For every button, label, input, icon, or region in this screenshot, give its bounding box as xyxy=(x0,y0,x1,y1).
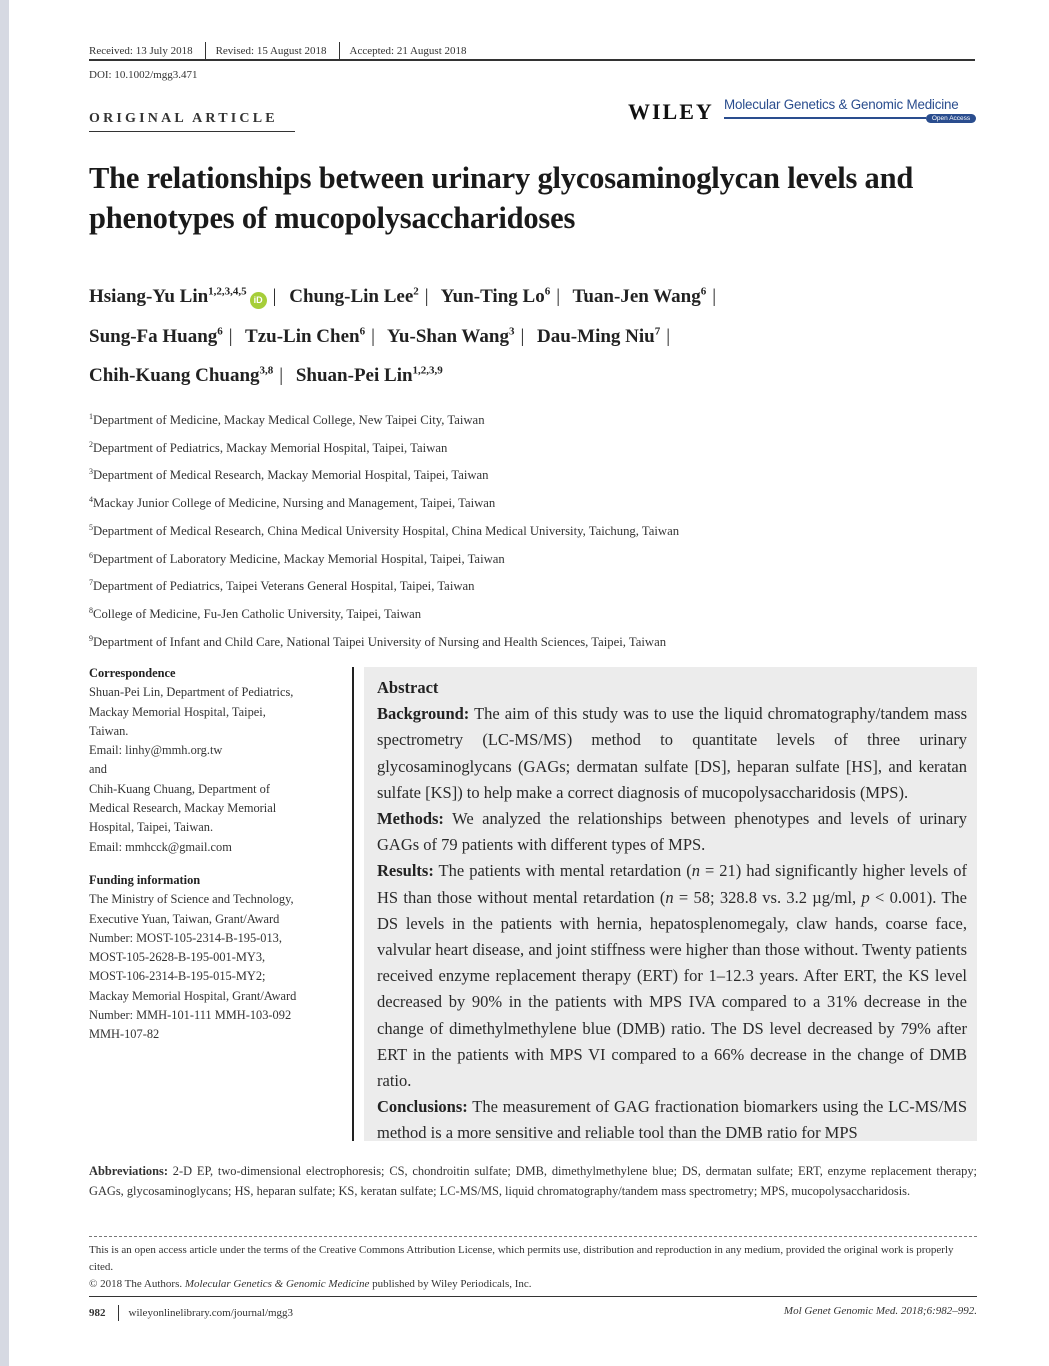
revised-date: Revised: 15 August 2018 xyxy=(215,45,327,57)
funding-line: Executive Yuan, Taiwan, Grant/Award xyxy=(89,911,280,926)
abstract-methods: Methods: We analyzed the relationships between phenotypes and levels of urinary GAGs of 79 patients with different types of MPS. xyxy=(377,809,967,855)
email-link[interactable]: Email: mmhcck@gmail.com xyxy=(89,839,232,854)
author[interactable]: Chung-Lin Lee$^2$ xyxy=(289,286,419,308)
divider xyxy=(118,1305,119,1321)
funding-line: MMH-107-82 xyxy=(89,1027,160,1042)
journal-underline xyxy=(724,117,926,119)
page-number: 982 xyxy=(89,1307,106,1319)
funding-line: Number: MMH-101-111 MMH-103-092 xyxy=(89,1008,292,1023)
author[interactable]: Yu-Shan Wang$^3$ xyxy=(386,325,515,347)
journal-url[interactable]: wileyonlinelibrary.com/journal/mgg3 xyxy=(128,1307,294,1319)
author[interactable]: Yun-Ting Lo$^6$ xyxy=(440,286,551,308)
correspondence-line: and xyxy=(89,762,107,777)
article-dates xyxy=(89,42,467,60)
license-divider xyxy=(89,1236,977,1237)
viewer-edge xyxy=(0,0,9,1366)
sidebar-info xyxy=(89,664,339,1045)
author[interactable]: Dau-Ming Niu$^7$ xyxy=(537,325,661,347)
divider xyxy=(205,42,206,60)
doi: DOI: 10.1002/mgg3.471 xyxy=(89,69,198,81)
abstract-results: Results: The patients with mental retardation (n = 21) had significantly higher levels of HS than those without mental retardation (n = 58; 328.8 vs. 3.2 µg/ml, p < 0.001). The DS levels in the patients with hernia, hepatosplenomegaly, claw hands, coarse face, valvular heart disease, and joint stiffness were higher than those without. Twenty patients received enzyme replacement therapy (ERT) for 1–12.3 years. After ERT, the KS level decreased by 90% in the patients with MPS IVA compared to a 31% decrease in the change of dimethylmethylene blue (DMB) ratio. The DS level decreased by 79% after ERT in the patients with MPS VI compared to a 66% decrease in the change of DMB ratio. xyxy=(377,861,967,1091)
author[interactable]: Hsiang-Yu Lin$^{1,2,3,4,5}$ xyxy=(89,286,247,308)
email-link[interactable]: Email: linhy@mmh.org.tw xyxy=(89,743,223,758)
license-text: This is an open access article under the terms of the Creative Commons Attribution License, which permits use, distribution and reproduction in any medium, provided the original work is properly cited. xyxy=(89,1244,954,1273)
divider xyxy=(339,42,340,60)
affiliation: $^4$Mackay Junior College of Medicine, Nursing and Management, Taipei, Taiwan xyxy=(89,495,496,511)
author[interactable]: Sung-Fa Huang$^6$ xyxy=(89,325,223,347)
article-type: ORIGINAL ARTICLE xyxy=(89,111,278,126)
open-access-badge: Open Access xyxy=(926,114,976,123)
affiliation: $^9$Department of Infant and Child Care, National Taipei University of Nursing and Health Sciences, Taipei, Taiwan xyxy=(89,633,667,650)
affiliation: $^2$Department of Pediatrics, Mackay Memorial Hospital, Taipei, Taiwan xyxy=(89,439,448,455)
abstract-heading: Abstract xyxy=(377,678,439,697)
correspondence-line: Medical Research, Mackay Memorial xyxy=(89,801,277,816)
correspondence-line: Mackay Memorial Hospital, Taipei, xyxy=(89,704,266,719)
affiliation: $^3$Department of Medical Research, Mackay Memorial Hospital, Taipei, Taiwan xyxy=(89,467,489,483)
author-list: Hsiang-Yu Lin$^{1,2,3,4,5}$iD | Chung-Lin Lee$^2$ | Yun-Ting Lo$^6$ | Tuan-Jen Wang$^6$ | Sung-Fa Huang$^6$ | Tzu-Lin Chen$^6$ | Yu-Shan Wang$^3$ | Dau-Ming Niu$^7$ | Chih-Kuang Chuang$^{3,8}$ | Shuan-Pei Lin$^{1,2,3,9}$ xyxy=(89,286,717,386)
correspondence-line: Hospital, Taipei, Taiwan. xyxy=(89,820,214,835)
author[interactable]: Tzu-Lin Chen$^6$ xyxy=(245,325,366,347)
abstract-box xyxy=(364,667,977,1141)
footer-left xyxy=(89,1305,293,1321)
affiliation: $^6$Department of Laboratory Medicine, Mackay Memorial Hospital, Taipei, Taiwan xyxy=(89,550,505,566)
publisher-logo: WILEY xyxy=(628,99,714,124)
abstract-rule xyxy=(352,667,354,1141)
abbreviations: Abbreviations: 2-D EP, two-dimensional electrophoresis; CS, chondroitin sulfate; DMB, dimethylmethylene blue; DS, dermatan sulfate; ERT, enzyme replacement therapy; GAGs, glycosaminoglycans; HS, heparan sulfate; KS, keratan sulfate; LC-MS/MS, liquid chromatography/tandem mass spectrometry; MPS, mucopolysaccharidosis. xyxy=(89,1164,977,1198)
funding-line: MOST-105-2628-B-195-001-MY3, xyxy=(89,950,266,965)
author[interactable]: Shuan-Pei Lin$^{1,2,3,9}$ xyxy=(295,364,443,386)
orcid-icon[interactable]: iD xyxy=(250,292,267,309)
abstract-conclusions: Conclusions: The measurement of GAG fractionation biomarkers using the LC-MS/MS method is a more sensitive and reliable tool than the DMB ratio for MPS xyxy=(377,1097,967,1143)
article-title: The relationships between urinary glycosaminoglycan levels and phenotypes of mucopolysaccharidoses xyxy=(89,161,914,235)
affiliations xyxy=(89,405,989,655)
header-rule xyxy=(89,59,975,61)
article-type-underline xyxy=(89,131,295,132)
received-date: Received: 13 July 2018 xyxy=(89,45,193,57)
correspondence-line: Chih-Kuang Chuang, Department of xyxy=(89,781,271,796)
footer-rule xyxy=(89,1296,977,1297)
affiliation: $^5$Department of Medical Research, China Medical University Hospital, China Medical University, Taichung, Taiwan xyxy=(89,522,680,539)
funding-heading: Funding information xyxy=(89,872,201,887)
funding-line: Number: MOST-105-2314-B-195-013, xyxy=(89,930,282,945)
copyright: © 2018 The Authors. Molecular Genetics & Genomic Medicine published by Wiley Periodicals, Inc. xyxy=(89,1278,532,1290)
funding-line: MOST-106-2314-B-195-015-MY2; xyxy=(89,969,266,984)
correspondence-heading: Correspondence xyxy=(89,666,176,680)
affiliation: $^1$Department of Medicine, Mackay Medical College, New Taipei City, Taiwan xyxy=(89,412,485,428)
affiliation: $^8$College of Medicine, Fu-Jen Catholic University, Taipei, Taiwan xyxy=(89,606,422,622)
affiliation: $^7$Department of Pediatrics, Taipei Veterans General Hospital, Taipei, Taiwan xyxy=(89,578,475,594)
citation: Mol Genet Genomic Med. 2018;6:982–992. xyxy=(783,1305,977,1317)
journal-name: Molecular Genetics & Genomic Medicine xyxy=(724,97,959,112)
author[interactable]: Tuan-Jen Wang$^6$ xyxy=(572,286,707,308)
correspondence-line: Taiwan. xyxy=(89,723,129,738)
accepted-date: Accepted: 21 August 2018 xyxy=(349,45,467,57)
author[interactable]: Chih-Kuang Chuang$^{3,8}$ xyxy=(89,364,274,386)
funding-line: The Ministry of Science and Technology, xyxy=(89,892,294,907)
license-notice xyxy=(89,1242,977,1293)
abstract-background: Background: The aim of this study was to use the liquid chromatography/tandem mass spectrometry (LC-MS/MS) method to quantitate levels of three urinary glycosaminoglycans (GAGs; dermatan sulfate [DS], heparan sulfate [HS], and keratan sulfate [KS]) to help make a correct diagnosis of mucopolysaccharidosis (MPS). xyxy=(377,704,967,802)
funding-line: Mackay Memorial Hospital, Grant/Award xyxy=(89,988,297,1003)
correspondence-line: Shuan-Pei Lin, Department of Pediatrics, xyxy=(89,685,294,700)
